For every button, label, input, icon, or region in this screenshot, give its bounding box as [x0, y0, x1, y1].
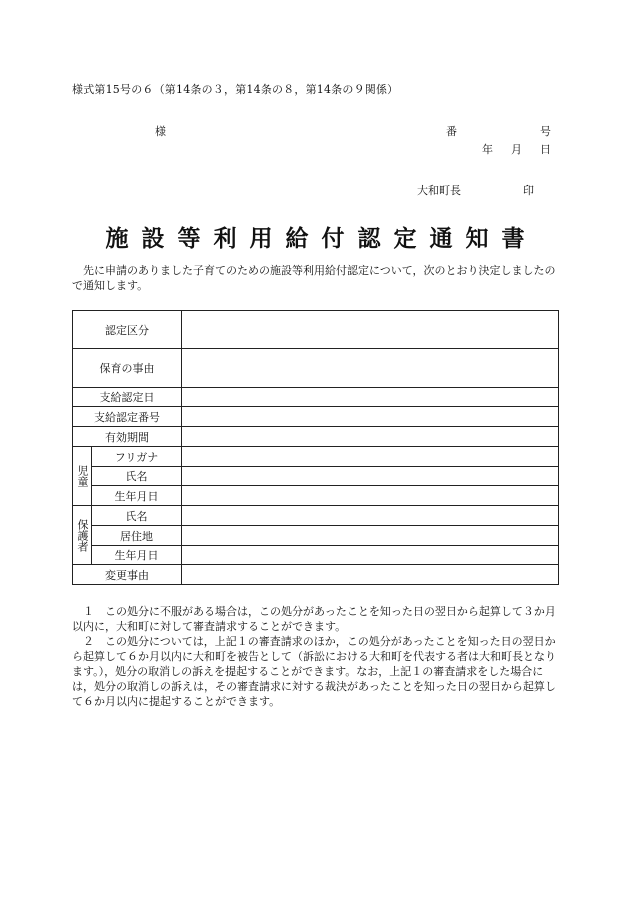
value-change-reason [182, 565, 559, 585]
label-yuko-kikan: 有効期間 [73, 427, 182, 447]
table-row [73, 546, 559, 565]
guardian-group-text: 保護者 [76, 518, 89, 552]
issue-date [482, 141, 551, 157]
label-nintei-kubun: 認定区分 [73, 311, 182, 349]
value-nintei-kubun [182, 311, 559, 349]
value-child-birth [182, 486, 559, 506]
page-title: 施設等利用給付認定通知書 [105, 225, 538, 252]
table-row [73, 407, 559, 427]
table-row [73, 565, 559, 585]
date-year: 年 [482, 143, 493, 156]
value-yuko-kikan [182, 427, 559, 447]
value-child-furigana [182, 447, 559, 467]
child-group-label [73, 447, 92, 506]
note-2: ２ この処分については，上記１の審査請求のほか，この処分があったことを知った日の翌日から起算して６か月以内に大和町を被告として（訴訟における大和町を代表する者は大和町長となります。），処分の取消しの訴えを提起することができます。なお，上記１の審査請求をした場合には，処分の取消しの訴えは，その審査請求に対する裁決があったことを知った日の翌日から起算して６か月以内に提起することができます。 [72, 635, 556, 708]
intro-text: 先に申請のありました子育てのための施設等利用給付認定について，次のとおり決定しましたので通知します。 [72, 264, 556, 292]
table-row [73, 349, 559, 388]
label-child-furigana: フリガナ [92, 447, 182, 467]
table-row [73, 486, 559, 506]
issuer: 大和町長 [417, 184, 461, 197]
value-guardian-birth [182, 546, 559, 565]
child-group-text: 児童 [76, 465, 89, 487]
label-guardian-address: 居住地 [92, 526, 182, 546]
label-child-birth: 生年月日 [92, 486, 182, 506]
label-child-name: 氏名 [92, 467, 182, 486]
date-month: 月 [511, 143, 522, 156]
certification-table [72, 310, 559, 585]
label-change-reason: 変更事由 [73, 565, 182, 585]
form-number: 様式第15号の６（第14条の３，第14条の８，第14条の９関係） [72, 83, 399, 96]
table-row [73, 526, 559, 546]
value-child-name [182, 467, 559, 486]
notes [72, 604, 560, 709]
value-guardian-name [182, 506, 559, 526]
number-suffix: 号 [540, 125, 551, 138]
note-1: １ この処分に不服がある場合は，この処分があったことを知った日の翌日から起算して３か月以内に，大和町に対して審査請求することができます。 [72, 605, 556, 633]
seal-mark: 印 [523, 184, 534, 197]
table-row [73, 311, 559, 349]
label-hoiku-jiyu: 保育の事由 [73, 349, 182, 388]
table-row [73, 388, 559, 407]
number-label: 番 [446, 125, 457, 138]
value-shikyu-number [182, 407, 559, 427]
table-row [73, 447, 559, 467]
guardian-group-label [73, 506, 92, 565]
table-row [73, 427, 559, 447]
value-shikyu-date [182, 388, 559, 407]
value-hoiku-jiyu [182, 349, 559, 388]
label-guardian-name: 氏名 [92, 506, 182, 526]
table-row [73, 506, 559, 526]
table-row [73, 467, 559, 486]
label-shikyu-date: 支給認定日 [73, 388, 182, 407]
date-day: 日 [540, 143, 551, 156]
label-shikyu-number: 支給認定番号 [73, 407, 182, 427]
addressee-suffix: 様 [155, 125, 166, 138]
label-guardian-birth: 生年月日 [92, 546, 182, 565]
value-guardian-address [182, 526, 559, 546]
